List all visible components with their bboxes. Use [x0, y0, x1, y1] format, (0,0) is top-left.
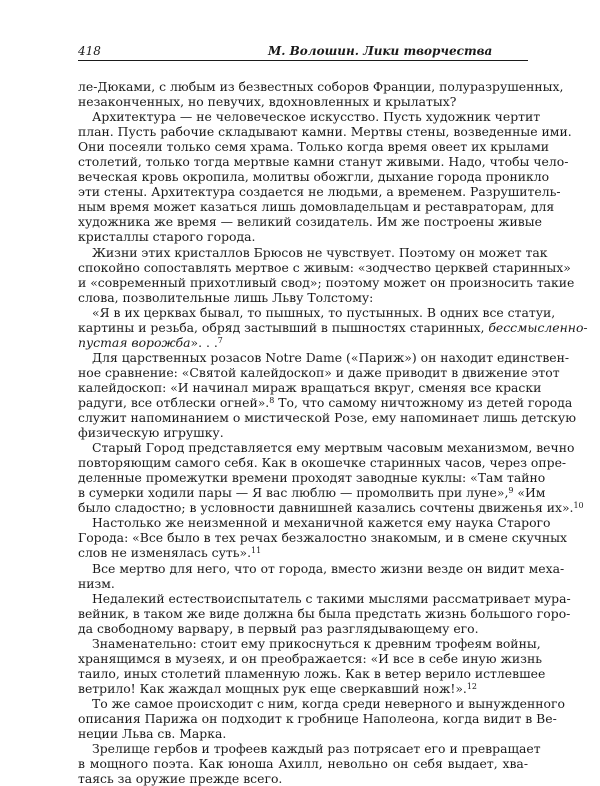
text-line	[78, 605, 571, 621]
line-text: повторяющим самого себя. Как в окошечке старинных часов, через опре-	[78, 455, 567, 471]
line-text: и «современный прихотливый свод»; поэтому может он произносить такие	[78, 274, 575, 290]
line-text: картины и резьба, обряд застывший в пышностях старинных,	[78, 319, 489, 335]
text-line	[78, 650, 542, 666]
text-line	[78, 304, 556, 320]
line-text: Знаменательно: стоит ему прикоснуться к древним трофеям войны,	[92, 635, 541, 651]
line-text: художника же время — великий созидатель. Им же построены живые	[78, 214, 542, 230]
line-text: было сладостно; в условности давнишней казались сочтены движенья их».	[78, 500, 574, 516]
text-line	[78, 500, 584, 516]
line-text: Для царственных розасов Notre Dame («Париж») он находит единствен-	[92, 349, 570, 365]
line-text: вейник, в таком же виде должна бы была предстать жизнь большого горо-	[78, 605, 571, 621]
line-text: эти стены. Архитектура создается не людьми, а временем. Разрушитель-	[78, 184, 561, 200]
text-line	[78, 169, 550, 185]
text-line	[78, 184, 561, 200]
text-line	[78, 440, 575, 456]
text-line	[78, 470, 546, 486]
text-line	[78, 319, 588, 335]
text-line	[78, 771, 528, 786]
line-text: деленные промежутки времени проходят заводные куклы: «Там тайно	[78, 470, 546, 486]
text-line	[78, 214, 542, 230]
text-line	[78, 109, 541, 125]
text-line	[78, 635, 541, 651]
text-line	[78, 94, 528, 109]
line-text: ветрило! Как жаждал мощных рук еще сверкавший нож!».	[78, 680, 467, 696]
italic-text: бессмысленно-	[488, 319, 588, 335]
line-text: ». . .	[190, 334, 218, 350]
text-line	[78, 79, 564, 94]
line-text: таясь за оружие прежде всего.	[78, 771, 283, 786]
footnote-ref: 12	[466, 681, 478, 691]
text-line	[78, 124, 572, 140]
line-text: радуги, все отблески огней».	[78, 394, 270, 410]
line-text: столетий, только тогда мертвые камни станут живыми. Надо, чтобы чело-	[78, 154, 569, 170]
text-line	[78, 681, 528, 696]
line-text: веческая кровь окропила, молитвы обожгли, дыхание города проникло	[78, 169, 550, 185]
line-text: ле-Дюками, с любым из безвестных соборов Франции, полуразрушенных,	[78, 79, 564, 94]
line-text: Жизни этих кристаллов Брюсов не чувствует. Поэтому он может так	[92, 244, 548, 260]
text-line	[78, 530, 568, 546]
text-line	[78, 515, 551, 531]
text-line	[78, 695, 565, 711]
line-text: слов не изменялась суть».	[78, 545, 252, 561]
header-rule	[78, 60, 528, 61]
line-text: Архитектура — не человеческое искусство. Пусть художник чертит	[92, 109, 541, 125]
footnote-ref: 10	[573, 501, 584, 511]
line-text: физическую игрушку.	[78, 425, 224, 441]
line-text: Все мертво для него, что от города, вместо жизни везде он видит меха-	[92, 560, 565, 576]
text-line	[78, 485, 546, 501]
footnote-ref: 7	[217, 335, 223, 345]
line-text: план. Пусть рабочие складывают камни. Мертвы стены, возведенные ими.	[78, 124, 572, 140]
line-text: служит напоминанием о мистической Розе, ему напоминает лишь детскую	[78, 410, 577, 426]
line-text: То, что самому ничтожному из детей города	[274, 394, 573, 410]
page-number: 418	[78, 44, 101, 58]
line-text: Они посеяли только семя храма. Только когда время овеет их крылами	[78, 139, 549, 155]
line-text: То же самое происходит с ним, когда среди неверного и вынужденного	[92, 695, 565, 711]
line-text: в сумерки ходили пары — Я вас люблю — промолвить при луне»,	[78, 485, 509, 501]
line-text: ное сравнение: «Святой калейдоскоп» и даже приводит в движение этот	[78, 364, 560, 380]
text-line	[78, 455, 567, 471]
line-text: Города: «Все было в тех речах безжалостно знакомым, и в смене скучных	[78, 530, 568, 546]
page-header	[78, 40, 528, 62]
text-line	[78, 621, 528, 636]
text-line	[78, 364, 560, 380]
text-line	[78, 576, 528, 591]
text-line	[78, 590, 571, 606]
text-line	[78, 545, 528, 560]
text-line	[78, 259, 571, 275]
line-text: спокойно сопоставлять мертвое с живым: «зодчество церквей старинных»	[78, 259, 571, 275]
line-text: Зрелище гербов и трофеев каждый раз потрясает его и превращает	[92, 741, 541, 757]
text-line	[78, 274, 575, 290]
footnote-ref: 9	[508, 486, 514, 496]
text-line	[78, 379, 542, 395]
line-text: да свободному варвару, в первый раз разглядывающему его.	[78, 620, 479, 636]
line-text: «Я в их церквах бывал, то пышных, то пустынных. В одних все статуи,	[92, 304, 556, 320]
text-line	[78, 756, 528, 771]
text-line	[78, 741, 541, 757]
text-line	[78, 665, 546, 681]
footnote-ref: 11	[251, 546, 262, 556]
line-text: кристаллы старого города.	[78, 229, 256, 245]
text-line	[78, 394, 573, 410]
line-text: Недалекий естествоиспытатель с такими мыслями рассматривает мура-	[92, 590, 571, 606]
text-line	[78, 710, 557, 726]
text-line	[78, 560, 565, 576]
line-text: слова, позволительные лишь Льву Толстому:	[78, 289, 374, 305]
text-line	[78, 410, 577, 426]
text-line	[78, 154, 569, 170]
line-text: низм.	[78, 575, 115, 591]
text-line	[78, 726, 528, 741]
text-line	[78, 335, 528, 350]
line-text: описания Парижа он подходит к гробнице Наполеона, когда видит в Ве-	[78, 710, 557, 726]
line-text: Старый Город представляется ему мертвым часовым механизмом, вечно	[92, 440, 575, 456]
text-line	[78, 199, 555, 215]
text-line	[78, 290, 528, 305]
line-text: в мощного поэта. Как юноша Ахилл, невольно он себя выдает, хва-	[78, 756, 528, 772]
text-line	[78, 244, 548, 260]
text-line	[78, 139, 549, 155]
line-text: калейдоскоп: «И начинал мираж вращаться вкруг, сменяя все краски	[78, 379, 542, 395]
italic-text: пустая ворожба	[78, 334, 191, 350]
line-text: таило, иных столетий пламенную ложь. Как в ветер верило истлевшее	[78, 665, 546, 681]
footnote-ref: 8	[269, 395, 275, 405]
line-text: неции Льва св. Марка.	[78, 726, 227, 742]
body-text	[78, 79, 588, 786]
line-text: «Им	[513, 485, 546, 501]
line-text: Настолько же неизменной и механичной кажется ему наука Старого	[92, 515, 551, 531]
line-text: хранящимся в музеях, и он преображается: «И все в себе иную жизнь	[78, 650, 542, 666]
text-line	[78, 349, 570, 365]
text-line	[78, 425, 528, 440]
text-line	[78, 229, 528, 244]
line-text: ным время может казаться лишь домовладельцам и реставраторам, для	[78, 199, 555, 215]
running-head: М. Волошин. Лики творчества	[268, 44, 493, 58]
line-text: незаконченных, но певучих, вдохновленных и крылатых?	[78, 94, 457, 110]
